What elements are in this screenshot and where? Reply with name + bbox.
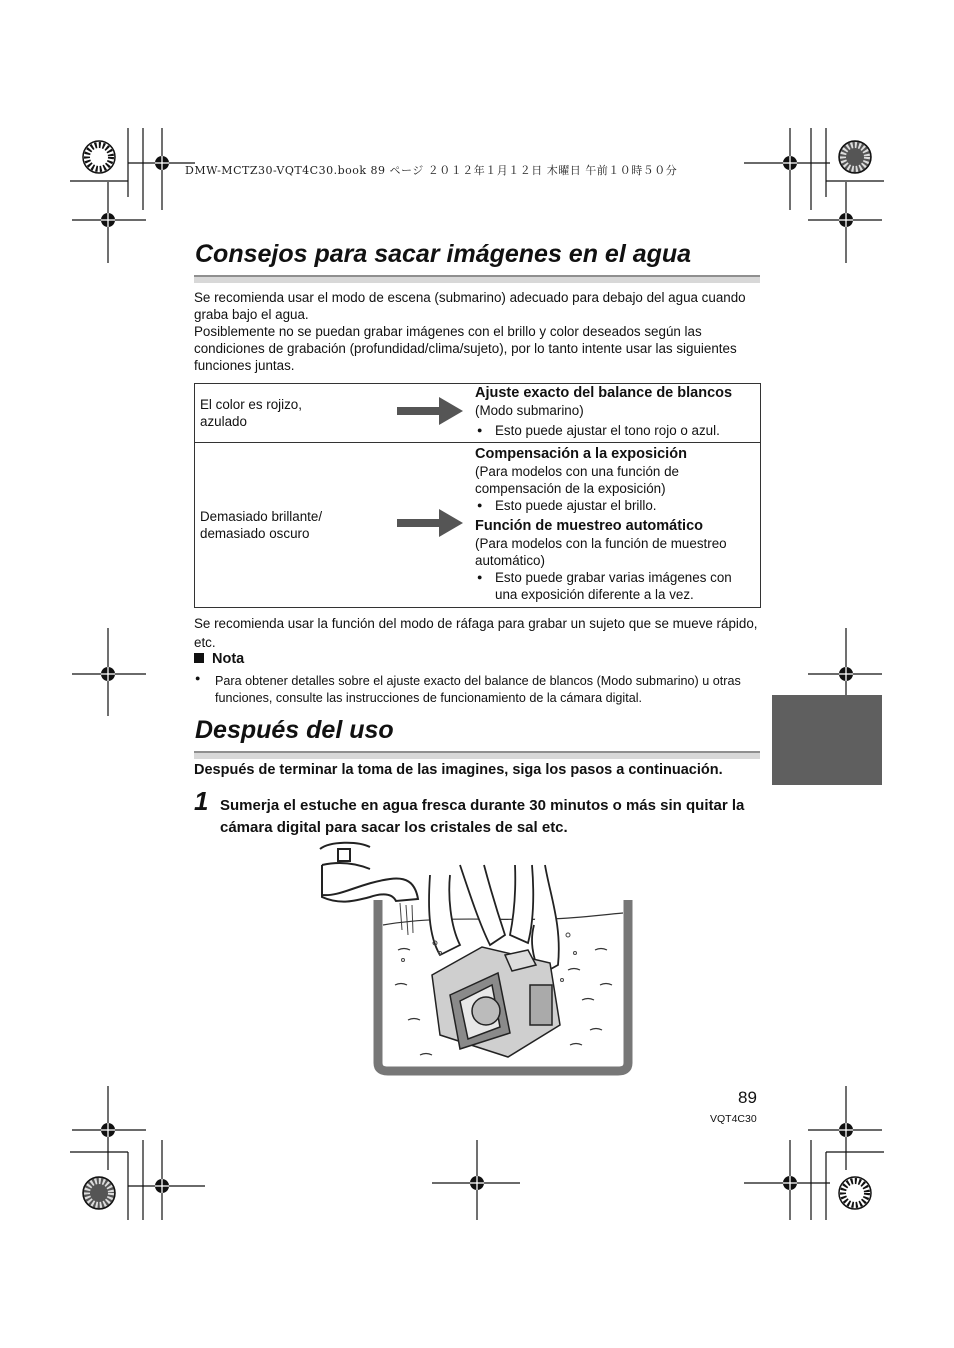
solution-subtitle: (Modo submarino) — [475, 403, 584, 418]
table-row — [195, 443, 761, 608]
intro-text — [194, 289, 760, 374]
arrow-right-icon — [397, 397, 463, 425]
square-bullet-icon — [194, 653, 204, 663]
solution-title: Ajuste exacto del balance de blancos — [475, 385, 733, 401]
solution-subtitle: (Para modelos con una función de compensación de la exposición) — [475, 463, 679, 496]
solution-title: Compensación a la exposición — [475, 445, 687, 462]
condition-text: El color es rojizo, azulado — [200, 397, 302, 429]
arrow-cell — [385, 384, 475, 443]
solution-cell — [475, 384, 761, 443]
arrow-right-icon — [397, 509, 463, 537]
water-surface-icon — [383, 913, 623, 925]
arrow-cell — [385, 443, 475, 608]
section-title-underwater-tips: Consejos para sacar imágenes en el agua — [195, 240, 692, 268]
condition-cell — [195, 384, 386, 443]
burst-mode-note: Se recomienda usar la función del modo de ráfaga para grabar un sujeto que se mueve rápido, etc. — [194, 616, 758, 650]
print-header: DMW-MCTZ30-VQT4C30.book 89 ページ ２０１２年１月１２日 木曜日 午前１０時５０分 — [185, 164, 678, 177]
solution-title: Función de muestreo automático — [475, 517, 703, 534]
step-number: 1 — [194, 786, 209, 816]
page-number: 89 — [738, 1088, 757, 1107]
condition-cell — [195, 443, 386, 608]
rinse-case-illustration — [300, 835, 640, 1080]
tips-table — [194, 383, 761, 608]
solution-bullet: ● Esto puede grabar varias imágenes con una exposición diferente a la vez. — [475, 569, 752, 603]
camera-case-icon — [432, 947, 560, 1057]
intro-paragraph-2: Posiblemente no se puedan grabar imágenes con el brillo y color deseados según las condiciones de grabación (profundidad/clima/sujeto), por lo tanto intente usar las siguientes funciones juntas. — [194, 324, 737, 373]
step-text: Sumerja el estuche en agua fresca durante 30 minutos o más sin quitar la cámara digital para sacar los cristales de sal etc. — [220, 797, 745, 836]
chapter-side-tab — [772, 695, 882, 785]
note-title: Nota — [212, 651, 245, 667]
intro-paragraph-1: Se recomienda usar el modo de escena (submarino) adecuado para debajo del agua cuando graba bajo el agua. — [194, 290, 746, 322]
model-code: VQT4C30 — [710, 1113, 757, 1125]
table-row — [195, 384, 761, 443]
note-text: Para obtener detalles sobre el ajuste exacto del balance de blancos (Modo submarino) u otras funciones, consulte las instrucciones de funcionamiento de la cámara digital. — [215, 674, 741, 705]
note-heading — [194, 651, 244, 667]
solution-subtitle: (Para modelos con la función de muestreo automático) — [475, 535, 727, 568]
solution-bullet: ● Esto puede ajustar el brillo. — [475, 497, 752, 514]
after-use-intro: Después de terminar la toma de las imagines, siga los pasos a continuación. — [194, 762, 723, 778]
solution-bullet: ● Esto puede ajustar el tono rojo o azul. — [475, 422, 752, 439]
bullet-icon: ● — [195, 673, 201, 683]
section-title-rule — [194, 751, 760, 759]
section-title-after-use: Después del uso — [195, 716, 394, 744]
solution-cell — [475, 443, 761, 608]
condition-text: Demasiado brillante/ demasiado oscuro — [200, 509, 323, 541]
section-title-rule — [194, 275, 760, 283]
faucet-icon — [320, 843, 418, 902]
water-stream-icon — [400, 903, 413, 935]
